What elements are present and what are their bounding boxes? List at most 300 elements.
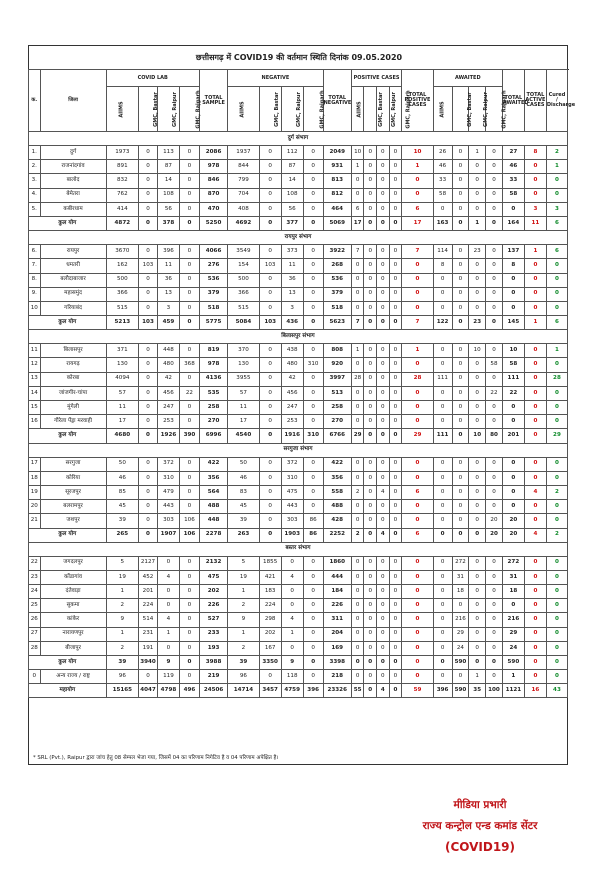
cell-col-20: 1 [502,670,524,684]
cell-col-14: 0 [389,316,402,330]
cell-col-6: 2 [228,641,259,655]
cell-col-22: 6 [546,316,567,330]
cell-col-3: 9 [157,656,179,670]
cell-col-12: 0 [364,372,377,386]
cell-col-6: 3955 [228,372,259,386]
cell-col-21: 0 [524,641,546,655]
cell-col-15: 0 [402,656,433,670]
cell-col-10: 464 [323,202,351,216]
header-aw-gmc-rajgarh: GMC, Rajgarh [501,89,508,129]
cell-col-21: 0 [524,174,546,188]
cell-col-20: 10 [502,344,524,358]
cell-col-2: 103 [139,316,158,330]
division-name: बिलासपुर संभाग [29,330,568,344]
cell-col-8: 372 [281,457,303,471]
cell-col-13: 0 [377,301,390,315]
cell-col-7: 0 [259,188,281,202]
cell-col-6: 39 [228,514,259,528]
cell-col-2: 0 [139,500,158,514]
district-name: बिलासपुर [40,344,106,358]
district-name: राजनांदगांव [40,160,106,174]
table-row [29,457,568,471]
cell-col-14: 0 [389,641,402,655]
header-total-awaited: TOTAL AWAITED [502,70,524,132]
cell-col-11: 0 [351,301,364,315]
report-sheet [28,45,576,765]
cell-col-4: 0 [179,174,199,188]
table-row [29,372,568,386]
cell-col-1: 515 [106,301,139,315]
cell-col-19: 0 [486,216,503,230]
cell-col-5: 2132 [199,556,227,570]
district-name: गरियाबंद [40,301,106,315]
cell-col-18: 23 [469,245,486,259]
cell-col-6: 844 [228,160,259,174]
cell-col-4: 0 [179,146,199,160]
cell-col-10: 23326 [323,684,351,698]
header-neg-gmc-rajgarh: GMC, Rajgarh [319,89,326,129]
cell-col-13: 0 [377,429,390,443]
cell-col-10: 268 [323,259,351,273]
cell-col-20: 0 [502,485,524,499]
cell-col-15: 0 [402,627,433,641]
cell-col-13: 0 [377,259,390,273]
cell-col-20: 0 [502,301,524,315]
cell-col-7: 0 [259,372,281,386]
cell-col-7: 0 [259,401,281,415]
cell-col-16: 0 [433,344,452,358]
cell-col-4: 0 [179,670,199,684]
cell-col-8: 42 [281,372,303,386]
cell-col-11: 6 [351,202,364,216]
cell-col-17: 0 [452,415,469,429]
cell-col-22: 1 [546,160,567,174]
cell-col-14: 0 [389,245,402,259]
cell-col-11: 0 [351,188,364,202]
cell-col-5: 258 [199,401,227,415]
cell-col-11: 0 [351,401,364,415]
cell-col-2: 0 [139,485,158,499]
cell-col-19: 0 [486,301,503,315]
cell-col-2: 0 [139,372,158,386]
footnote: * SRL (Pvt.), Raipur द्वारा जांच हेतु 08 सेम्पल भेजा गया, जिसमें 04 का परिणाम निगेटिव है व 04 परिणाम अपेक्षित है। [33,755,279,761]
cell-col-2: 452 [139,570,158,584]
cell-col-6: 39 [228,656,259,670]
cell-col-21: 0 [524,372,546,386]
cell-col-20: 145 [502,316,524,330]
cell-col-20: 58 [502,358,524,372]
cell-col-6: 515 [228,301,259,315]
cell-col-15: 0 [402,287,433,301]
cell-col-3: 36 [157,273,179,287]
cell-col-13: 0 [377,514,390,528]
header-lab-aiims: AIIMS [118,100,125,118]
cell-col-5: 488 [199,500,227,514]
cell-col-3: 253 [157,415,179,429]
table-row [29,670,568,684]
cell-col-12: 0 [364,599,377,613]
cell-col-6: 83 [228,485,259,499]
cell-col-15: 0 [402,174,433,188]
cell-col-5: 219 [199,670,227,684]
cell-col-17: 29 [452,627,469,641]
cell-col-7: 1855 [259,556,281,570]
cell-col-13: 0 [377,316,390,330]
cell-col-2: 231 [139,627,158,641]
cell-col-14: 0 [389,160,402,174]
cell-col-4: 106 [179,514,199,528]
header-lab-gmc-raipur: GMC, Raipur [171,91,178,127]
cell-col-6: 9 [228,613,259,627]
cell-col-21: 0 [524,670,546,684]
cell-col-4: 22 [179,386,199,400]
cell-col-8: 1903 [281,528,303,542]
total-row [29,684,568,698]
district-name: बलरामपुर [40,500,106,514]
cell-col-14: 0 [389,429,402,443]
division-name: रायपुर संभाग [29,231,568,245]
cell-col-7: 0 [259,344,281,358]
cell-col-14: 0 [389,514,402,528]
cell-col-14: 0 [389,287,402,301]
cell-col-4: 0 [179,259,199,273]
cell-col-16: 0 [433,556,452,570]
cell-col-4: 390 [179,429,199,443]
cell-col-1: 500 [106,273,139,287]
cell-col-21: 0 [524,301,546,315]
cell-col-12: 0 [364,287,377,301]
cell-col-14: 0 [389,146,402,160]
cell-col-2: 0 [139,670,158,684]
cell-col-15: 6 [402,528,433,542]
cell-col-13: 0 [377,641,390,655]
cell-col-7: 103 [259,316,281,330]
cell-col-5: 4066 [199,245,227,259]
table-row [29,613,568,627]
cell-col-21: 0 [524,188,546,202]
table-row [29,301,568,315]
cell-col-12: 0 [364,344,377,358]
cell-col-21: 0 [524,570,546,584]
cell-col-17: 0 [452,316,469,330]
cell-col-8: 3 [281,301,303,315]
header-aw-gmc-bastar: GMC, Bastar [466,91,473,127]
cell-col-14: 0 [389,344,402,358]
cell-col-9: 0 [303,415,323,429]
cell-col-21: 0 [524,500,546,514]
cell-col-6: 704 [228,188,259,202]
cell-col-18: 0 [469,500,486,514]
cell-col-6: 5084 [228,316,259,330]
cell-col-2: 0 [139,401,158,415]
cell-col-22: 0 [546,287,567,301]
serial-number: 25 [29,599,41,613]
cell-col-3: 0 [157,585,179,599]
cell-col-8: 0 [281,599,303,613]
cell-col-6: 96 [228,670,259,684]
cell-col-15: 0 [402,415,433,429]
cell-col-11: 0 [351,273,364,287]
cell-col-18: 0 [469,627,486,641]
cell-col-10: 5623 [323,316,351,330]
cell-col-20: 0 [502,415,524,429]
cell-col-17: 0 [452,471,469,485]
cell-col-6: 154 [228,259,259,273]
cell-col-18: 23 [469,316,486,330]
cell-col-1: 45 [106,500,139,514]
cell-col-2: 4047 [139,684,158,698]
cell-col-4: 0 [179,641,199,655]
serial-number: 18 [29,471,41,485]
cell-col-20: 0 [502,500,524,514]
cell-col-10: 184 [323,585,351,599]
cell-col-20: 0 [502,202,524,216]
cell-col-6: 408 [228,202,259,216]
division-header-row [29,542,568,556]
district-name: कोरबा [40,372,106,386]
serial-number: 7. [29,259,41,273]
cell-col-22: 3 [546,202,567,216]
cell-col-3: 443 [157,500,179,514]
cell-col-12: 0 [364,684,377,698]
cell-col-7: 0 [259,670,281,684]
table-row [29,471,568,485]
cell-col-4: 496 [179,684,199,698]
district-name: कबीरधाम [40,202,106,216]
cell-col-19: 0 [486,599,503,613]
cell-col-20: 22 [502,386,524,400]
cell-col-1: 265 [106,528,139,542]
table-row [29,386,568,400]
cell-col-8: 4 [281,613,303,627]
cell-col-7: 421 [259,570,281,584]
cell-col-16: 0 [433,613,452,627]
cell-col-15: 7 [402,316,433,330]
cell-col-22: 0 [546,556,567,570]
cell-col-9: 0 [303,259,323,273]
cell-col-13: 0 [377,160,390,174]
district-name: कोंडागांव [40,570,106,584]
district-name: गौरेला पेंड्रा मरवाही [40,415,106,429]
cell-col-19: 0 [486,287,503,301]
cell-col-12: 0 [364,556,377,570]
cell-col-12: 0 [364,259,377,273]
cell-col-16: 33 [433,174,452,188]
cell-col-8: 4 [281,570,303,584]
cell-col-17: 272 [452,556,469,570]
cell-col-10: 218 [323,670,351,684]
division-header-row [29,330,568,344]
cell-col-5: 475 [199,570,227,584]
cell-col-13: 0 [377,585,390,599]
cell-col-18: 0 [469,457,486,471]
cell-col-12: 0 [364,386,377,400]
cell-col-10: 6766 [323,429,351,443]
cell-col-13: 0 [377,401,390,415]
cell-col-4: 0 [179,585,199,599]
cell-col-2: 3940 [139,656,158,670]
cell-col-13: 0 [377,570,390,584]
cell-col-8: 14 [281,174,303,188]
cell-col-16: 0 [433,585,452,599]
cell-col-22: 0 [546,585,567,599]
cell-col-20: 0 [502,273,524,287]
cell-col-16: 0 [433,656,452,670]
cell-col-6: 45 [228,500,259,514]
cell-col-7: 0 [259,174,281,188]
cell-col-18: 0 [469,599,486,613]
cell-col-16: 0 [433,202,452,216]
cell-col-15: 0 [402,273,433,287]
cell-col-20: 0 [502,471,524,485]
cell-col-22: 2 [546,146,567,160]
cell-col-6: 2 [228,599,259,613]
cell-col-10: 204 [323,627,351,641]
cell-col-19: 0 [486,641,503,655]
cell-col-13: 0 [377,202,390,216]
signoff-media-in-charge: मीडिया प्रभारी [453,799,507,811]
cell-col-19: 20 [486,514,503,528]
cell-col-15: 0 [402,471,433,485]
cell-col-12: 0 [364,670,377,684]
cell-col-22: 0 [546,415,567,429]
cell-col-3: 303 [157,514,179,528]
cell-col-12: 0 [364,415,377,429]
cell-col-22: 1 [546,344,567,358]
cell-col-10: 920 [323,358,351,372]
cell-col-2: 0 [139,146,158,160]
cell-col-12: 0 [364,429,377,443]
cell-col-10: 513 [323,386,351,400]
cell-col-14: 0 [389,415,402,429]
district-name: जगदलपुर [40,556,106,570]
division-name: दुर्ग संभाग [29,132,568,146]
cell-col-11: 0 [351,585,364,599]
table-row [29,500,568,514]
cell-col-12: 0 [364,627,377,641]
cell-col-8: 11 [281,259,303,273]
total-label: कुल योग [29,316,107,330]
cell-col-12: 0 [364,174,377,188]
district-name: दंतेवाड़ा [40,585,106,599]
cell-col-18: 0 [469,358,486,372]
cell-col-7: 202 [259,627,281,641]
cell-col-13: 0 [377,188,390,202]
cell-col-21: 3 [524,202,546,216]
cell-col-7: 0 [259,245,281,259]
cell-col-16: 111 [433,429,452,443]
table-row [29,245,568,259]
cell-col-21: 0 [524,429,546,443]
cell-col-11: 17 [351,216,364,230]
cell-col-5: 470 [199,202,227,216]
cell-col-21: 0 [524,613,546,627]
header-total-negative: TOTAL NEGATIVE [323,70,351,132]
cell-col-16: 0 [433,641,452,655]
cell-col-6: 130 [228,358,259,372]
cell-col-4: 0 [179,556,199,570]
cell-col-2: 0 [139,287,158,301]
cell-col-20: 0 [502,457,524,471]
cell-col-13: 0 [377,556,390,570]
table-row [29,627,568,641]
cell-col-12: 0 [364,146,377,160]
cell-col-12: 0 [364,245,377,259]
cell-col-21: 1 [524,316,546,330]
cell-col-2: 0 [139,514,158,528]
cell-col-3: 459 [157,316,179,330]
cell-col-11: 0 [351,259,364,273]
cell-col-5: 233 [199,627,227,641]
cell-col-8: 108 [281,188,303,202]
serial-number: 24 [29,585,41,599]
cell-col-10: 536 [323,273,351,287]
cell-col-21: 0 [524,287,546,301]
cell-col-11: 0 [351,656,364,670]
cell-col-19: 20 [486,528,503,542]
cell-col-18: 0 [469,514,486,528]
district-name: बलौदाबाजार [40,273,106,287]
table-row [29,514,568,528]
cell-col-19: 80 [486,429,503,443]
cell-col-8: 36 [281,273,303,287]
cell-col-22: 43 [546,684,567,698]
cell-col-13: 0 [377,174,390,188]
cell-col-7: 224 [259,599,281,613]
cell-col-1: 19 [106,570,139,584]
cell-col-12: 0 [364,401,377,415]
cell-col-10: 2252 [323,528,351,542]
cell-col-16: 0 [433,287,452,301]
cell-col-22: 0 [546,188,567,202]
cell-col-11: 0 [351,627,364,641]
cell-col-8: 247 [281,401,303,415]
cell-col-1: 4094 [106,372,139,386]
table-row [29,570,568,584]
cell-col-22: 29 [546,429,567,443]
cell-col-22: 0 [546,174,567,188]
cell-col-22: 0 [546,301,567,315]
cell-col-20: 272 [502,556,524,570]
cell-col-7: 0 [259,301,281,315]
cell-col-16: 111 [433,372,452,386]
cell-col-1: 2 [106,599,139,613]
cell-col-9: 0 [303,570,323,584]
cell-col-19: 22 [486,386,503,400]
cell-col-14: 0 [389,259,402,273]
cell-col-7: 0 [259,216,281,230]
serial-number: 0 [29,670,41,684]
cell-col-2: 0 [139,386,158,400]
cell-col-21: 0 [524,160,546,174]
cell-col-22: 0 [546,471,567,485]
cell-col-15: 0 [402,500,433,514]
cell-col-9: 0 [303,471,323,485]
cell-col-19: 0 [486,245,503,259]
cell-col-1: 39 [106,656,139,670]
cell-col-10: 518 [323,301,351,315]
total-row [29,656,568,670]
cell-col-18: 0 [469,301,486,315]
cell-col-15: 0 [402,641,433,655]
cell-col-11: 10 [351,146,364,160]
cell-col-17: 31 [452,570,469,584]
cell-col-19: 0 [486,500,503,514]
cell-col-6: 17 [228,415,259,429]
cell-col-21: 0 [524,386,546,400]
cell-col-19: 0 [486,415,503,429]
cell-col-10: 422 [323,457,351,471]
